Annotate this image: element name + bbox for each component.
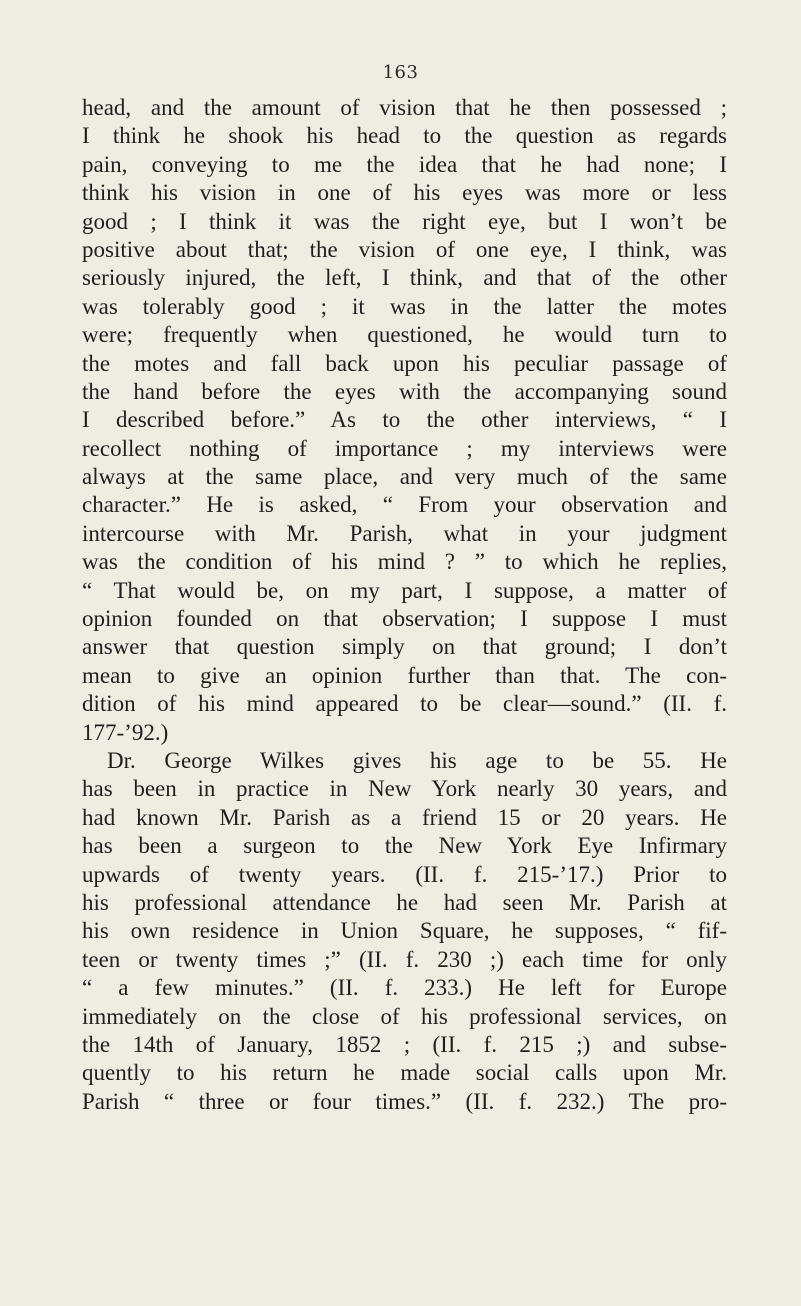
text-line: I described before.” As to the other interviews, “ I: [82, 407, 727, 433]
text-line: were; frequently when questioned, he would turn to: [82, 322, 727, 348]
body-text: [82, 94, 727, 1116]
text-line: think his vision in one of his eyes was more or less: [82, 180, 727, 206]
text-line: opinion founded on that observation; I suppose I must: [82, 606, 727, 632]
text-line: seriously injured, the left, I think, and that of the other: [82, 265, 727, 291]
text-line: the motes and fall back upon his peculiar passage of: [82, 350, 727, 376]
text-line: has been a surgeon to the New York Eye Infirmary: [82, 833, 727, 859]
text-line: was tolerably good ; it was in the latter the motes: [82, 293, 727, 319]
text-line: dition of his mind appeared to be clear—sound.” (II. f.: [82, 691, 727, 717]
text-line: “ That would be, on my part, I suppose, a matter of: [82, 577, 727, 603]
text-line: was the condition of his mind ? ” to which he replies,: [82, 549, 727, 575]
text-line: mean to give an opinion further than that. The con-: [82, 662, 727, 688]
text-line: 177-’92.): [82, 719, 169, 745]
page-number: 163: [382, 62, 419, 83]
text-line: good ; I think it was the right eye, but I won’t be: [82, 208, 727, 234]
text-line: always at the same place, and very much of the same: [82, 464, 727, 490]
text-line: pain, conveying to me the idea that he had none; I: [82, 151, 727, 177]
text-line: positive about that; the vision of one eye, I think, was: [82, 236, 727, 262]
text-line: intercourse with Mr. Parish, what in your judgment: [82, 520, 727, 546]
text-line: Dr. George Wilkes gives his age to be 55. He: [107, 747, 727, 773]
text-line: Parish “ three or four times.” (II. f. 232.) The pro-: [82, 1088, 727, 1114]
text-line: the 14th of January, 1852 ; (II. f. 215 ;) and subse-: [82, 1031, 727, 1057]
text-line: recollect nothing of importance ; my interviews were: [82, 435, 727, 461]
text-line: upwards of twenty years. (II. f. 215-’17.) Prior to: [82, 861, 727, 887]
text-line: the hand before the eyes with the accompanying sound: [82, 378, 727, 404]
text-line: answer that question simply on that ground; I don’t: [82, 634, 727, 660]
text-line: his own residence in Union Square, he supposes, “ fif-: [82, 918, 727, 944]
text-line: quently to his return he made social calls upon Mr.: [82, 1060, 727, 1086]
text-line: head, and the amount of vision that he then possessed ;: [82, 95, 727, 120]
text-line: character.” He is asked, “ From your observation and: [82, 492, 727, 518]
text-line: has been in practice in New York nearly 30 years, and: [82, 776, 727, 802]
text-line: his professional attendance he had seen Mr. Parish at: [82, 889, 727, 915]
text-line: I think he shook his head to the question as regards: [82, 123, 727, 149]
text-line: had known Mr. Parish as a friend 15 or 20 years. He: [82, 804, 727, 830]
text-line: teen or twenty times ;” (II. f. 230 ;) each time for only: [82, 946, 727, 972]
text-line: “ a few minutes.” (II. f. 233.) He left for Europe: [82, 975, 727, 1001]
text-line: immediately on the close of his professional services, on: [82, 1003, 727, 1029]
